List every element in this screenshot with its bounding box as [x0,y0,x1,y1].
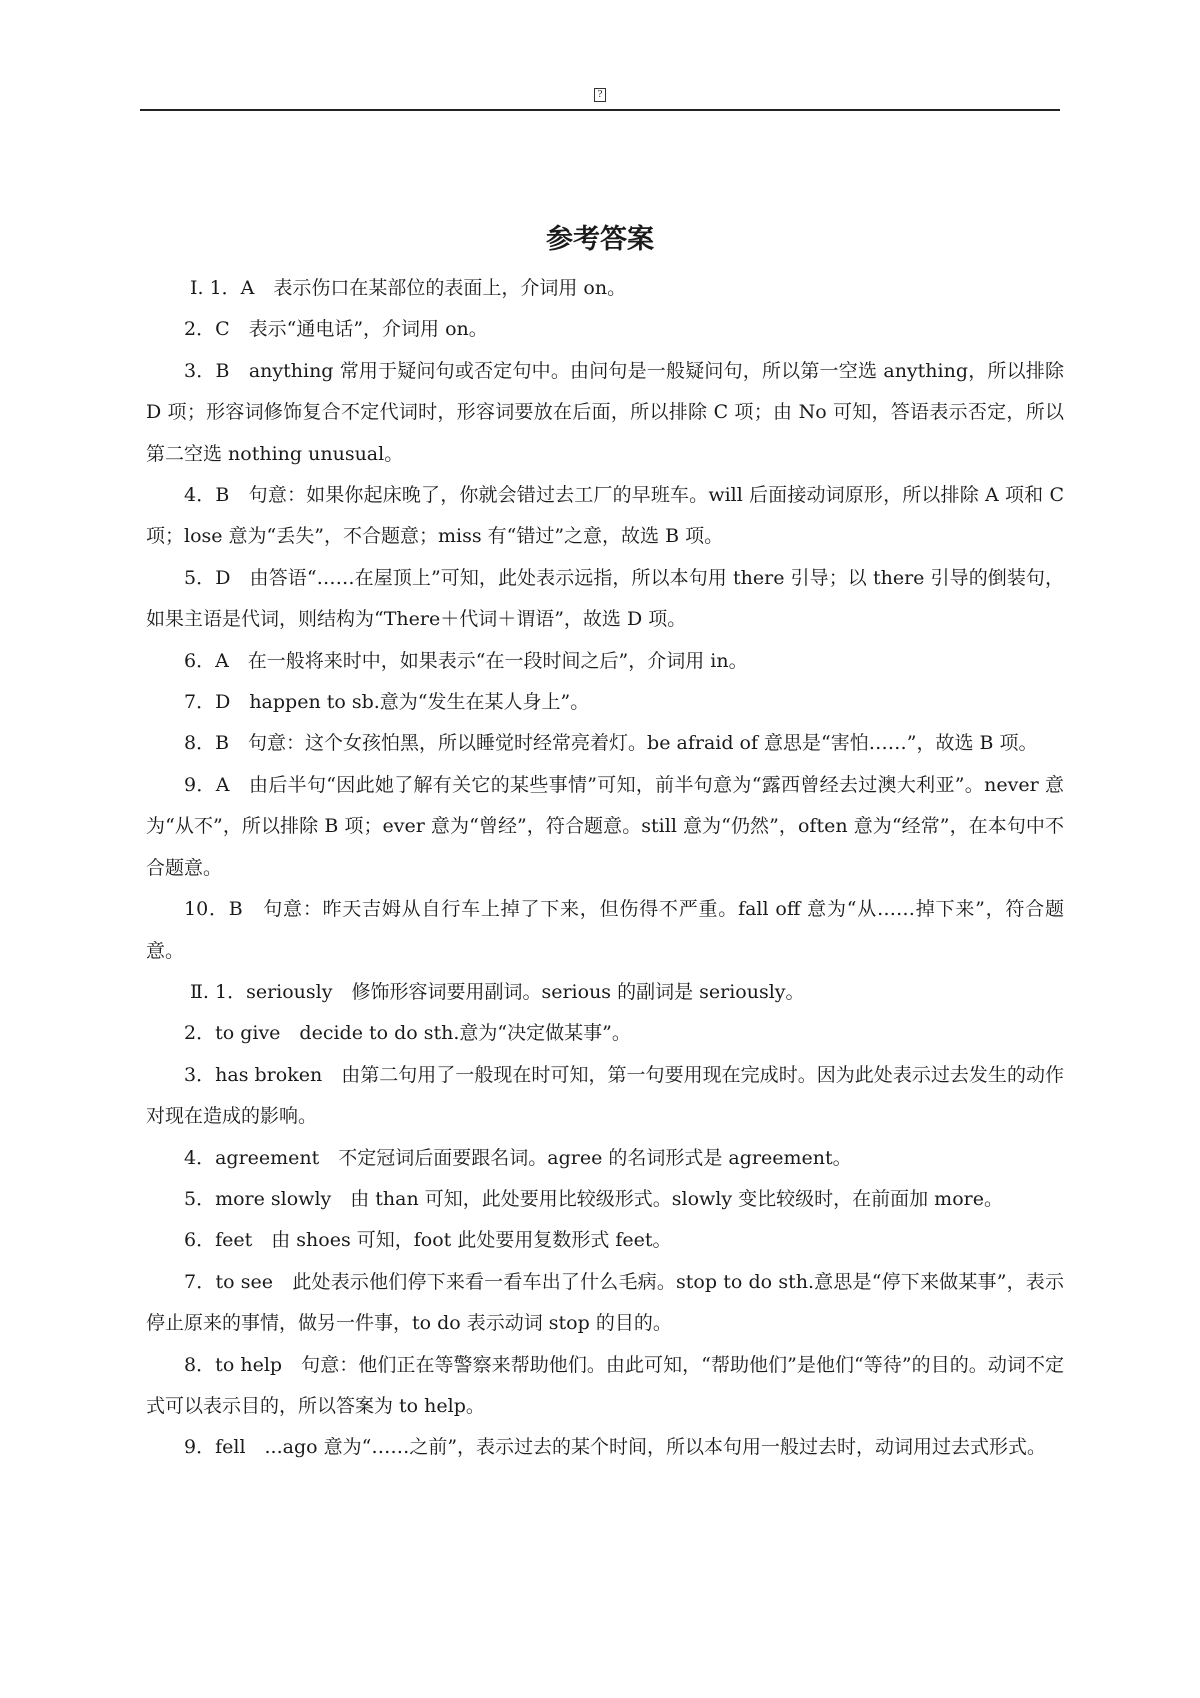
answer-item: 2．to give decide to do sth.意为“决定做某事”。 [184,1022,631,1045]
answer-item: 4．agreement 不定冠词后面要跟名词。agree 的名词形式是 agreement。 [184,1146,852,1169]
answer-item: 10．B 句意：昨天吉姆从自行车上掉了下来，但伤得不严重。fall off 意为“从……掉下来”，符合题意。 [146,898,1064,962]
answer-item: 8．B 句意：这个女孩怕黑，所以睡觉时经常亮着灯。be afraid of 意思是“害怕……”，故选 B 项。 [184,732,1038,755]
answer-item: 6．feet 由 shoes 可知，foot 此处要用复数形式 feet。 [184,1229,672,1252]
answer-item: 6．A 在一般将来时中，如果表示“在一段时间之后”，介词用 in。 [184,649,748,672]
answer-item: 5．more slowly 由 than 可知，此处要用比较级形式。slowly 变比较级时，在前面加 more。 [184,1187,1003,1210]
header-rule [140,109,1060,111]
answer-item: 3．B anything 常用于疑问句或否定句中。由问句是一般疑问句，所以第一空选 anything，所以排除 D 项；形容词修饰复合不定代词时，形容词要放在后面，所以排除 C 项；由 No 可知，答语表示否定，所以第二空选 nothing unusual。 [146,359,1064,465]
answer-item: 8．to help 句意：他们正在等警察来帮助他们。由此可知，“帮助他们”是他们“等待”的目的。动词不定式可以表示目的，所以答案为 to help。 [146,1353,1064,1417]
answer-item: 9．fell ...ago 意为“……之前”，表示过去的某个时间，所以本句用一般过去时，动词用过去式形式。 [184,1436,1047,1459]
page-title: 参考答案 [546,224,654,255]
header-mark: ? [594,88,606,102]
answer-item: 5．D 由答语“……在屋顶上”可知，此处表示远指，所以本句用 there 引导；以 there 引导的倒装句，如果主语是代词，则结构为“There＋代词＋谓语”，故选 D 项。 [146,566,1064,631]
answer-item: 4．B 句意：如果你起床晚了，你就会错过去工厂的早班车。will 后面接动词原形，所以排除 A 项和 C 项；lose 意为“丢失”，不合题意；miss 有“错过”之意，故选 B 项。 [146,484,1064,548]
answer-item: 7．D happen to sb.意为“发生在某人身上”。 [184,691,590,714]
answer-item: 7．to see 此处表示他们停下来看一看车出了什么毛病。stop to do sth.意思是“停下来做某事”，表示停止原来的事情，做另一件事，to do 表示动词 stop 的目的。 [146,1270,1064,1335]
answer-list [146,268,1064,1469]
answer-item: Ⅰ. 1．A 表示伤口在某部位的表面上，介词用 on。 [190,277,627,299]
answer-item: 9．A 由后半句“因此她了解有关它的某些事情”可知，前半句意为“露西曾经去过澳大利亚”。never 意为“从不”，所以排除 B 项；ever 意为“曾经”，符合题意。still 意为“仍然”，often 意为“经常”，在本句中不合题意。 [146,773,1064,879]
answer-item: 2．C 表示“通电话”，介词用 on。 [184,318,488,341]
answer-item: 3．has broken 由第二句用了一般现在时可知，第一句要用现在完成时。因为此处表示过去发生的动作对现在造成的影响。 [146,1063,1064,1128]
answer-item: Ⅱ. 1．seriously 修饰形容词要用副词。serious 的副词是 seriously。 [190,980,805,1003]
